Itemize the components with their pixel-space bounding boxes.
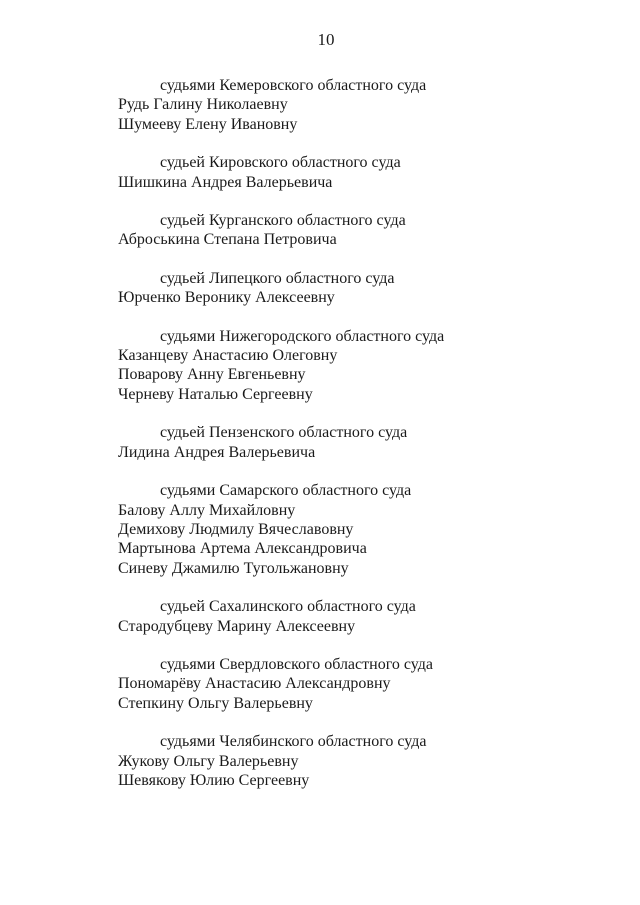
court-group-lipetsk	[118, 269, 598, 308]
judge-name: Поварову Анну Евгеньевну	[118, 366, 306, 384]
court-group-samara	[118, 481, 598, 578]
judge-name: Черневу Наталью Сергеевну	[118, 385, 313, 403]
court-group-sverdlovsk	[118, 655, 598, 713]
court-group-kemerovo	[118, 76, 598, 134]
judge-name: Шишкина Андрея Валерьевича	[118, 173, 333, 191]
court-group-kurgan	[118, 211, 598, 250]
court-heading: судьей Сахалинского областного суда	[160, 598, 416, 616]
court-heading: судьями Свердловского областного суда	[160, 655, 433, 673]
judge-name: Шумееву Елену Ивановну	[118, 115, 298, 133]
judge-name: Пономарёву Анастасию Александровну	[118, 675, 391, 693]
judge-name: Жукову Ольгу Валерьевну	[118, 752, 299, 770]
court-group-penza	[118, 423, 598, 462]
judge-name: Синеву Джамилю Тугольжановну	[118, 559, 349, 577]
court-heading: судьей Кировского областного суда	[160, 154, 401, 172]
judge-name: Демихову Людмилу Вячеславовну	[118, 520, 354, 538]
court-group-kirov	[118, 153, 598, 192]
court-heading: судьями Кемеровского областного суда	[160, 77, 427, 94]
court-group-nizhny-novgorod	[118, 327, 598, 405]
judge-name: Рудь Галину Николаевну	[118, 96, 288, 114]
judge-name: Стародубцеву Марину Алексеевну	[118, 617, 356, 635]
judge-name: Балову Аллу Михайловну	[118, 501, 296, 519]
judge-name: Степкину Ольгу Валерьевну	[118, 694, 313, 712]
judge-name: Мартынова Артема Александровича	[118, 540, 367, 558]
appointment-list	[118, 76, 598, 809]
judge-name: Казанцеву Анастасию Олеговну	[118, 347, 338, 365]
page-number: 10	[317, 30, 335, 49]
court-heading: судьями Нижегородского областного суда	[160, 327, 445, 345]
court-group-chelyabinsk	[118, 732, 598, 790]
court-group-sakhalin	[118, 597, 598, 636]
court-heading: судьей Курганского областного суда	[160, 212, 406, 230]
court-heading: судьями Челябинского областного суда	[160, 733, 427, 751]
court-heading: судьями Самарского областного суда	[160, 482, 412, 500]
court-heading: судьей Липецкого областного суда	[160, 269, 395, 287]
judge-name: Лидина Андрея Валерьевича	[118, 443, 316, 461]
judge-name: Юрченко Веронику Алексеевну	[118, 289, 335, 307]
judge-name: Аброськина Степана Петровича	[118, 231, 337, 249]
judge-name: Шевякову Юлию Сергеевну	[118, 771, 310, 789]
court-heading: судьей Пензенского областного суда	[160, 424, 408, 442]
